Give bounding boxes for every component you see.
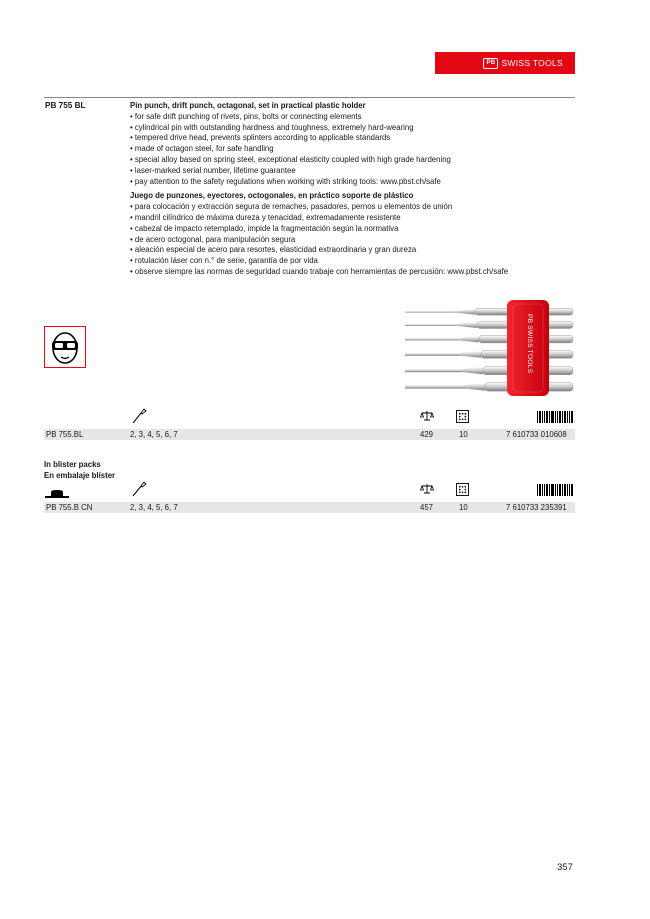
ean-code: 7 610733 235391 — [506, 503, 567, 512]
english-bullet: • cylindrical pin with outstanding hardness and toughness, extremely hard-wearing — [130, 122, 414, 132]
spanish-bullet: • aleación especial de acero para resortes, elasticidad extraordinaria y gran dureza — [130, 245, 417, 255]
pin-punch-icon — [130, 480, 148, 498]
english-bullet: • pay attention to the safety regulations when working with striking tools: www.pbst.ch/safe — [130, 176, 441, 186]
top-divider — [44, 97, 575, 98]
table-header — [44, 480, 575, 500]
spanish-bullet: • para colocación y extracción segura de remaches, pasadores, pernos u elementos de unión — [130, 202, 453, 212]
table-row — [44, 502, 575, 513]
ean-code: 7 610733 010608 — [506, 430, 567, 439]
english-bullet: • special alloy based on spring steel, exceptional elasticity coupled with high grade hardening — [130, 154, 451, 164]
article-code: PB 755.B CN — [46, 503, 93, 512]
spanish-bullet: • de acero octogonal, para manipulación segura — [130, 234, 296, 244]
spanish-bullet: • cabezal de impacto retemplado, impide la fragmentación según la normativa — [130, 223, 399, 233]
pin-punch-icon — [130, 407, 148, 425]
spanish-bullet: • rotulación láser con n.° de serie, garantía de por vida — [130, 256, 318, 266]
product-image — [403, 298, 575, 398]
blister-heading — [44, 459, 115, 481]
sizes: 2, 3, 4, 5, 6, 7 — [130, 503, 178, 512]
sizes: 2, 3, 4, 5, 6, 7 — [130, 430, 178, 439]
brand-mark: PB — [483, 58, 498, 69]
spanish-bullet: • mandril cilíndrico de máxima dureza y tenacidad, extremadamente resistente — [130, 212, 401, 222]
package-units-icon — [456, 410, 469, 423]
blister-heading-es: En embalaje blíster — [44, 471, 116, 480]
scale-icon — [420, 410, 434, 422]
package-units-icon — [456, 483, 469, 496]
barcode-icon — [537, 411, 574, 423]
weight: 457 — [420, 503, 434, 512]
page-number: 357 — [557, 862, 573, 873]
pack-quantity: 10 — [459, 503, 468, 512]
english-bullet: • tempered drive head, prevents splinters according to applicable standards — [130, 133, 391, 143]
safety-goggles-icon — [44, 326, 86, 368]
english-bullet: • laser-marked serial number, lifetime guarantee — [130, 165, 296, 175]
product-description — [130, 101, 580, 278]
blister-heading-en: In blister packs — [44, 460, 101, 469]
product-code: PB 755 BL — [45, 101, 86, 110]
table-header — [44, 407, 575, 427]
brand-logo — [435, 52, 575, 74]
english-title: Pin punch, drift punch, octagonal, set in practical plastic holder — [130, 101, 366, 110]
holder-label: PB SWISS TOOLS — [526, 314, 533, 374]
barcode-icon — [537, 484, 574, 496]
pack-quantity: 10 — [459, 430, 468, 439]
spanish-bullet: • observe siempre las normas de seguridad cuando trabaje con herramientas de percusión: www.pbst.ch/safe — [130, 266, 509, 276]
brand-name: SWISS TOOLS — [501, 58, 563, 68]
scale-icon — [420, 483, 434, 495]
article-code: PB 755.BL — [46, 430, 84, 439]
table-row — [44, 429, 575, 440]
english-bullet: • for safe drift punching of rivets, pins, bolts or connecting elements — [130, 111, 362, 121]
spanish-title: Juego de punzones, eyectores, octogonales, en práctico soporte de plástico — [130, 191, 414, 201]
weight: 429 — [420, 430, 434, 439]
english-bullet: • made of octagon steel, for safe handling — [130, 144, 274, 154]
